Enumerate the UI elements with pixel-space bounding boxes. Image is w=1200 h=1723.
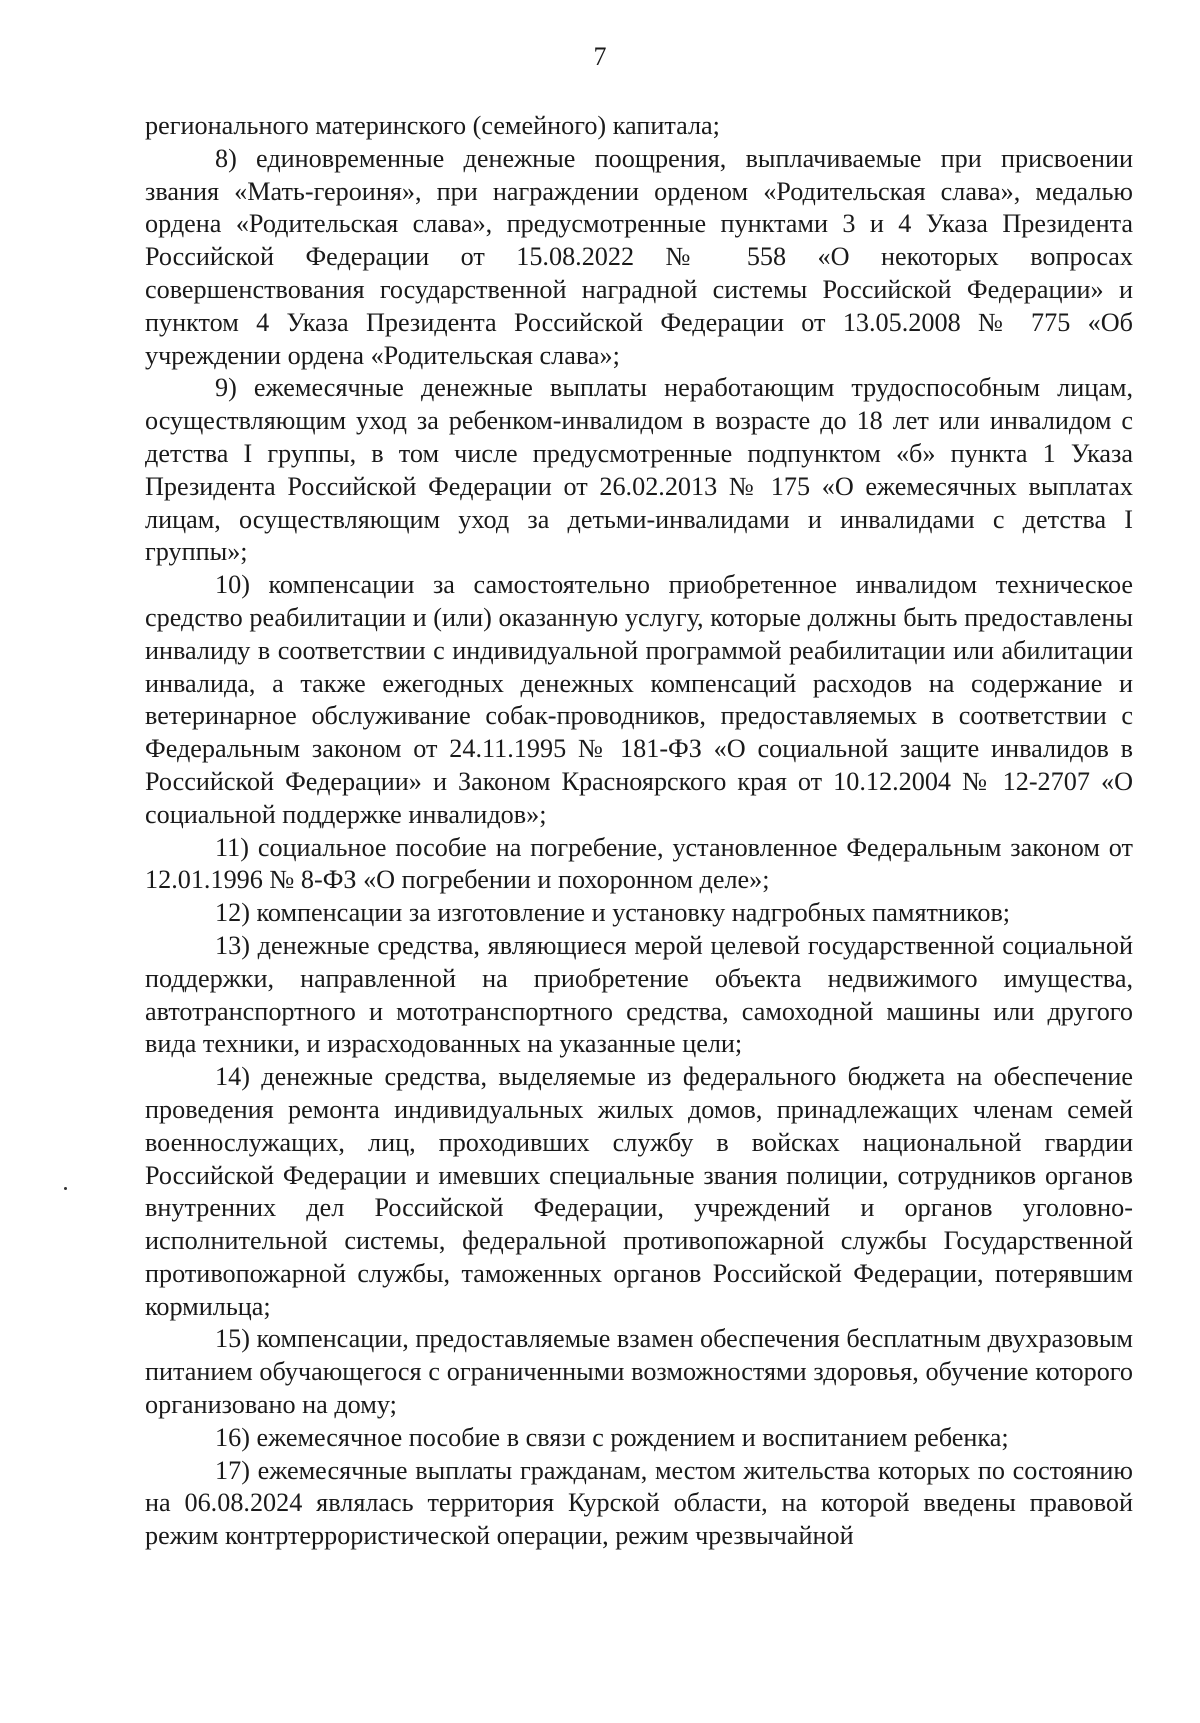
page-number: 7: [593, 42, 607, 71]
scan-artifact-dot: [64, 1187, 67, 1190]
paragraph-item-17: 17) ежемесячные выплаты гражданам, местом жительства которых по состоянию на 06.08.2024 являлась территория Курской области, на которой введены правовой режим контртеррористической операции, режим чрезвычайной: [145, 1455, 1133, 1551]
paragraph-item-16: 16) ежемесячное пособие в связи с рождением и воспитанием ребенка;: [215, 1422, 1009, 1452]
paragraph-item-9: 9) ежемесячные денежные выплаты неработающим трудоспособным лицам, осуществляющим уход за ребенком-инвалидом в возрасте до 18 лет или инвалидом с детства I группы, в том числе предусмотренные подпунктом «б» пункта 1 Указа Президента Российской Федерации от 26.02.2013 № 175 «О ежемесячных выплатах лицам, осуществляющим уход за детьми-инвалидами и инвалидами с детства I группы»;: [145, 373, 1133, 567]
paragraph-item-15: 15) компенсации, предоставляемые взамен обеспечения бесплатным двухразовым питанием обучающегося с ограниченными возможностями здоровья, обучение которого организовано на дому;: [145, 1324, 1133, 1420]
paragraph-item-14: 14) денежные средства, выделяемые из федерального бюджета на обеспечение проведения ремонта индивидуальных жилых домов, принадлежащих членам семей военнослужащих, лиц, проходивших службу в войсках национальной гвардии Российской Федерации и имевших специальные звания полиции, сотрудников органов внутренних дел Российской Федерации, учреждений и органов уголовно-исполнительной системы, федеральной противопожарной службы Государственной противопожарной службы, таможенных органов Российской Федерации, потерявшим кормильца;: [145, 1062, 1133, 1321]
paragraph-item-12: 12) компенсации за изготовление и установку надгробных памятников;: [215, 898, 1011, 928]
paragraph-continuation: регионального материнского (семейного) капитала;: [145, 111, 720, 140]
paragraph-item-11: 11) социальное пособие на погребение, установленное Федеральным законом от 12.01.1996 № 8-ФЗ «О погребении и похоронном деле»;: [145, 832, 1133, 895]
paragraph-item-8: 8) единовременные денежные поощрения, выплачиваемые при присвоении звания «Мать-героиня», при награждении орденом «Родительская слава», медалью ордена «Родительская слава», предусмотренные пунктами 3 и 4 Указа Президента Российской Федерации от 15.08.2022 № 558 «О некоторых вопросах совершенствования государственной наградной системы Российской Федерации» и пунктом 4 Указа Президента Российской Федерации от 13.05.2008 № 775 «Об учреждении ордена «Родительская слава»;: [145, 143, 1133, 370]
document-body: [145, 110, 1133, 1553]
paragraph-item-10: 10) компенсации за самостоятельно приобретенное инвалидом техническое средство реабилитации и (или) оказанную услугу, которые должны быть предоставлены инвалиду в соответствии с индивидуальной программой реабилитации или абилитации инвалида, а также ежегодных денежных компенсаций расходов на содержание и ветеринарное обслуживание собак-проводников, предоставляемых в соответствии с Федеральным законом от 24.11.1995 № 181-ФЗ «О социальной защите инвалидов в Российской Федерации» и Законом Красноярского края от 10.12.2004 № 12-2707 «О социальной поддержке инвалидов»;: [145, 570, 1133, 829]
paragraph-item-13: 13) денежные средства, являющиеся мерой целевой государственной социальной поддержки, направленной на приобретение объекта недвижимого имущества, автотранспортного и мототранспортного средства, самоходной машины или другого вида техники, и израсходованных на указанные цели;: [145, 930, 1133, 1059]
